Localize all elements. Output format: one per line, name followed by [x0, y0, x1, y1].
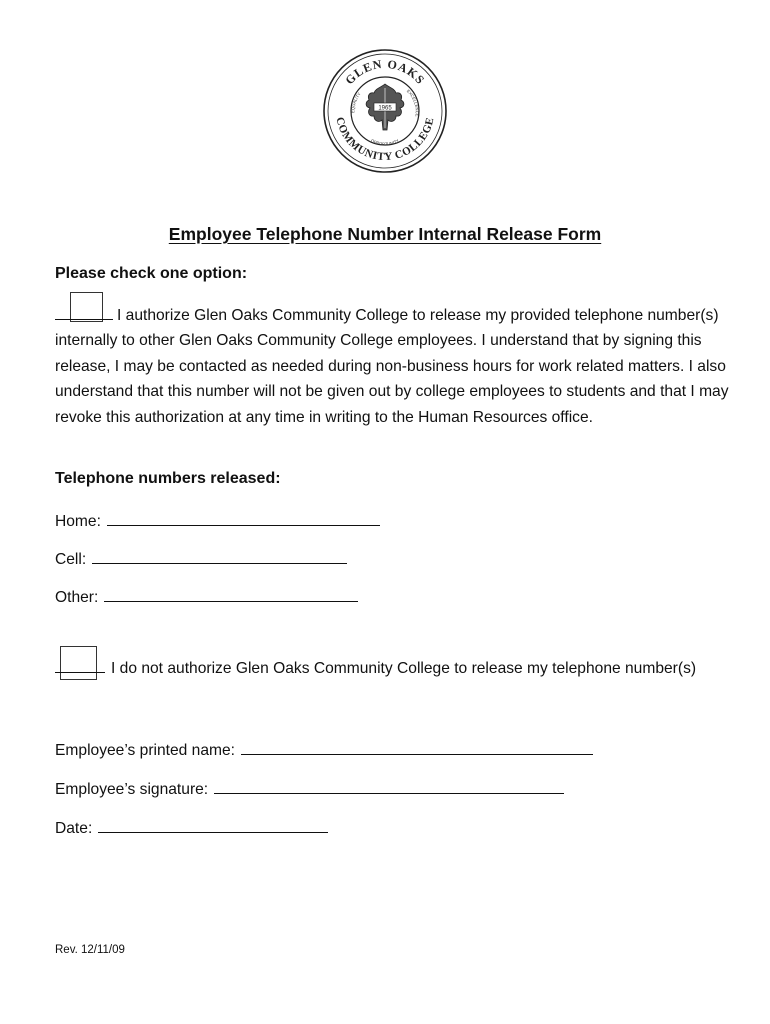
authorize-blank-line	[55, 318, 113, 320]
home-field	[55, 509, 380, 531]
date-field	[55, 816, 328, 838]
date-label: Date:	[55, 820, 93, 837]
check-prompt-heading: Please check one option:	[55, 265, 248, 282]
seal-word-right: EXCELLENCE	[405, 88, 420, 117]
not-authorize-line	[55, 660, 696, 678]
signature-label: Employee’s signature:	[55, 781, 209, 798]
signature-input-line[interactable]	[214, 777, 564, 794]
printed-name-input-line[interactable]	[241, 738, 593, 755]
cell-field	[55, 547, 347, 569]
cell-label: Cell:	[55, 551, 87, 568]
signature-field	[55, 777, 564, 799]
printed-name-label: Employee’s printed name:	[55, 742, 236, 759]
authorize-paragraph	[55, 303, 735, 430]
not-authorize-text: I do not authorize Glen Oaks Community College to release my telephone number(s)	[111, 660, 697, 677]
home-label: Home:	[55, 513, 101, 530]
seal-word-left: EQUALITY	[350, 91, 362, 114]
form-title: Employee Telephone Number Internal Release Form	[168, 224, 602, 244]
seal-year: 1965	[378, 105, 392, 112]
home-input-line[interactable]	[107, 509, 380, 526]
other-input-line[interactable]	[104, 585, 358, 602]
numbers-heading: Telephone numbers released:	[55, 470, 281, 487]
other-label: Other:	[55, 589, 99, 606]
date-input-line[interactable]	[98, 816, 328, 833]
not-authorize-blank-line	[55, 671, 105, 673]
cell-input-line[interactable]	[92, 547, 347, 564]
seal-word-bottom: OPPORTUNITY	[370, 137, 400, 147]
printed-name-field	[55, 738, 593, 760]
other-field	[55, 585, 358, 607]
seal-bottom-text: COMMUNITY COLLEGE	[333, 115, 437, 164]
seal-graphic	[322, 48, 448, 174]
revision-footer: Rev. 12/11/09	[55, 944, 125, 956]
college-seal-logo	[322, 48, 448, 174]
seal-top-text: GLEN OAKS	[342, 56, 428, 88]
authorize-text: I authorize Glen Oaks Community College to release my provided telephone number(s) internally to other Glen Oaks Community College employees. I understand that by signing this release, I may be contacted as needed during non-business hours for work related matters. I also understand that this number will not be given out by college employees to students and that I may revoke this authorization at any time in writing to the Human Resources office.	[55, 307, 729, 426]
